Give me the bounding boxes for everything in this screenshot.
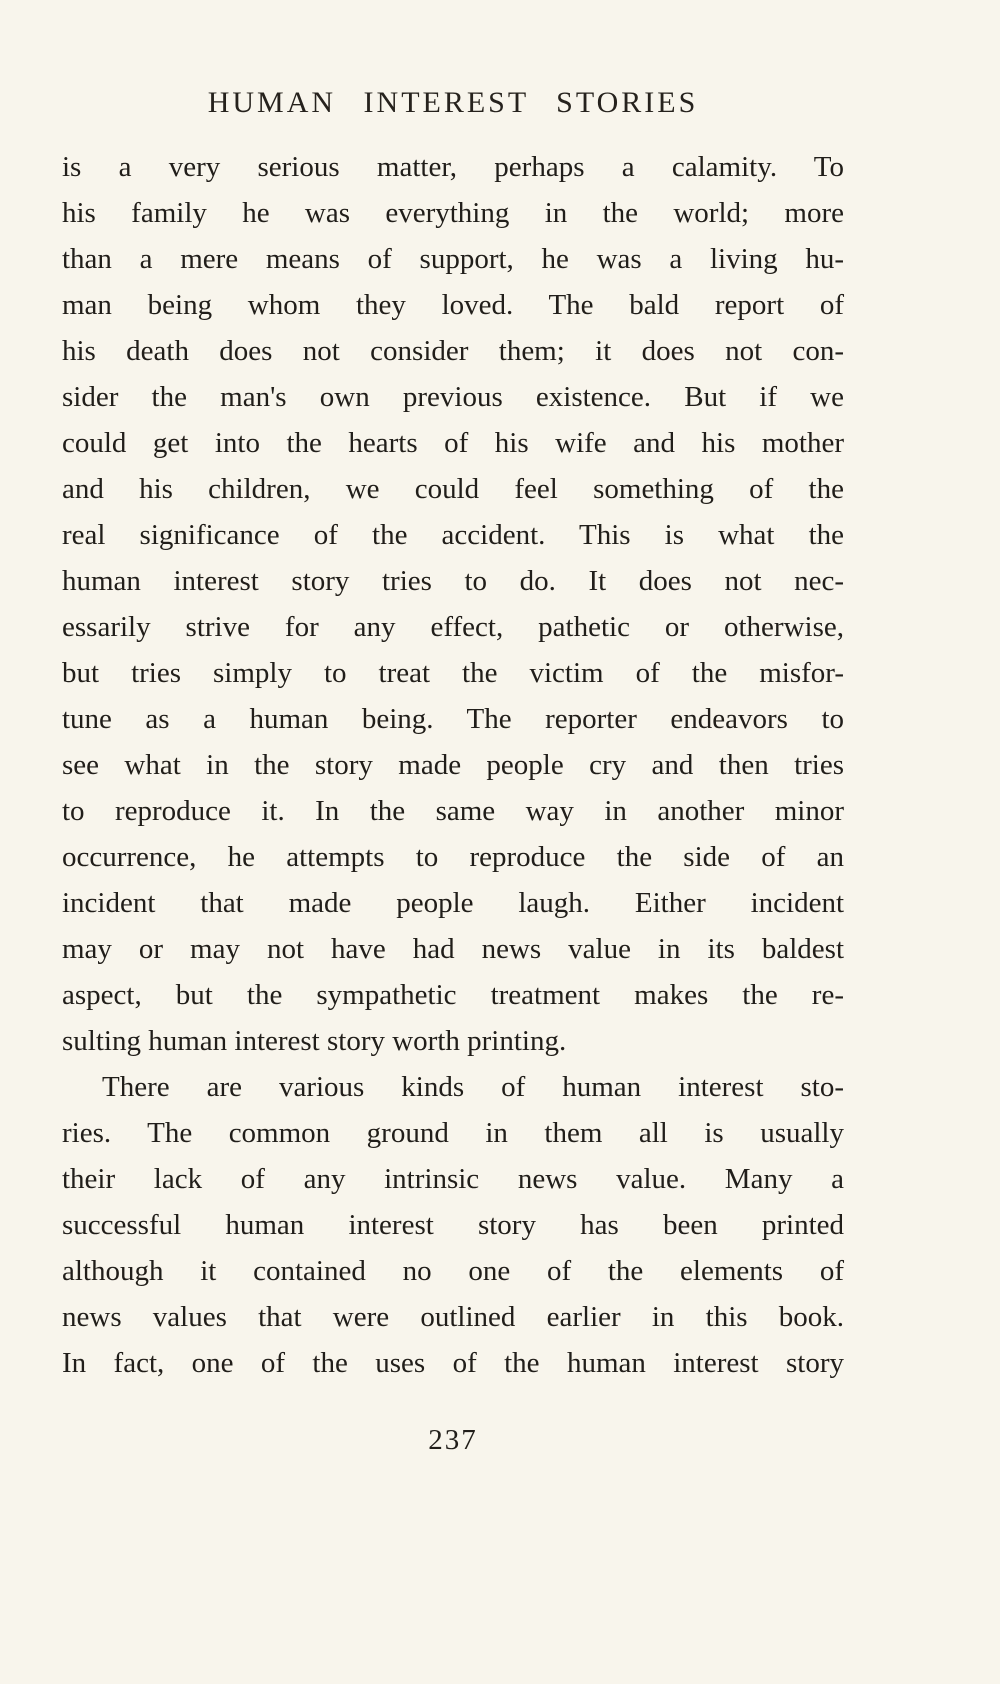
text-line: sulting human interest story worth printing. — [62, 1025, 567, 1057]
text-line: than a mere means of support, he was a living hu- — [62, 243, 844, 275]
text-line: is a very serious matter, perhaps a calamity. To — [62, 151, 844, 183]
text-line: tune as a human being. The reporter endeavors to — [62, 703, 844, 735]
text-line: essarily strive for any effect, pathetic or otherwise, — [62, 611, 844, 643]
text-line: news values that were outlined earlier in this book. — [62, 1301, 844, 1333]
text-line: In fact, one of the uses of the human interest story — [62, 1347, 844, 1379]
paragraph — [62, 1064, 844, 1386]
text-line: his death does not consider them; it does not con- — [62, 335, 844, 367]
text-line: successful human interest story has been printed — [62, 1209, 844, 1241]
body-text — [62, 144, 844, 1386]
text-line: although it contained no one of the elements of — [62, 1255, 844, 1287]
text-line: his family he was everything in the world; more — [62, 197, 844, 229]
text-line: There are various kinds of human interest sto- — [102, 1071, 844, 1103]
text-line: ries. The common ground in them all is usually — [62, 1117, 844, 1149]
text-line: may or may not have had news value in its baldest — [62, 933, 844, 965]
text-line: human interest story tries to do. It does not nec- — [62, 565, 844, 597]
text-line: could get into the hearts of his wife and his mother — [62, 427, 844, 459]
text-line: their lack of any intrinsic news value. Many a — [62, 1163, 844, 1195]
text-line: and his children, we could feel something of the — [62, 473, 844, 505]
text-line: see what in the story made people cry and then tries — [62, 749, 844, 781]
text-line: incident that made people laugh. Either incident — [62, 887, 844, 919]
text-column — [62, 86, 844, 1457]
text-line: but tries simply to treat the victim of the misfor- — [62, 657, 844, 689]
text-line: to reproduce it. In the same way in another minor — [62, 795, 844, 827]
text-line: man being whom they loved. The bald report of — [62, 289, 844, 321]
running-head: HUMAN INTEREST STORIES — [207, 86, 699, 119]
text-line: aspect, but the sympathetic treatment makes the re- — [62, 979, 844, 1011]
text-line: sider the man's own previous existence. But if we — [62, 381, 844, 413]
text-line: occurrence, he attempts to reproduce the side of an — [62, 841, 844, 873]
text-line: real significance of the accident. This is what the — [62, 519, 844, 551]
paragraph — [62, 144, 844, 1064]
page-number: 237 — [428, 1424, 478, 1456]
